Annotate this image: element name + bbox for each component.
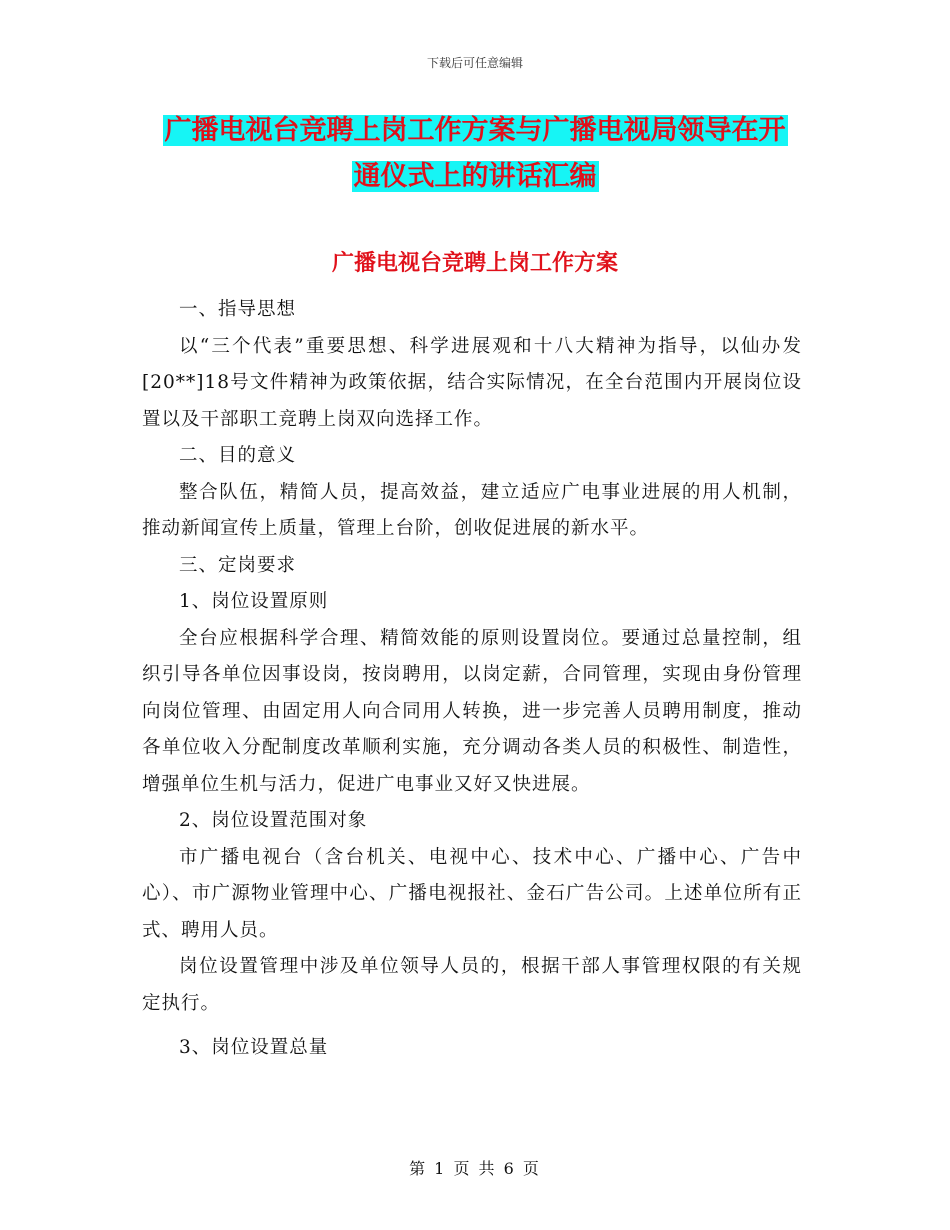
paragraph: 岗位设置管理中涉及单位领导人员的，根据干部人事管理权限的有关规定执行。 — [142, 956, 802, 1014]
subheading-post-principle: 1、岗位设置原则 — [179, 591, 329, 612]
header-note: 下载后可任意编辑 — [426, 56, 523, 70]
subheading-post-scope: 2、岗位设置范围对象 — [179, 810, 368, 831]
document-body — [142, 292, 802, 1067]
paragraph: 以“三个代表”重要思想、科学进展观和十八大精神为指导，以仙办发[20**]18号文件精神为政策依据，结合实际情况，在全台范围内开展岗位设置以及干部职工竞聘上岗双向选择工作。 — [142, 335, 802, 430]
section-title: 广播电视台竞聘上岗工作方案 — [331, 251, 618, 276]
page-footer: 第 1 页 共 6 页 — [409, 1159, 541, 1178]
heading-guiding-thought: 一、指导思想 — [179, 299, 297, 320]
main-title — [140, 108, 810, 200]
main-title-line-2: 通仪式上的讲话汇编 — [353, 161, 597, 192]
paragraph: 市广播电视台（含台机关、电视中心、技术中心、广播中心、广告中心）、市广源物业管理中心、广播电视报社、金石广告公司。上述单位所有正式、聘用人员。 — [142, 846, 802, 941]
subheading-post-total: 3、岗位设置总量 — [179, 1037, 329, 1058]
main-title-line-1: 广播电视台竞聘上岗工作方案与广播电视局领导在开 — [164, 115, 786, 146]
heading-purpose: 二、目的意义 — [179, 445, 297, 466]
paragraph: 整合队伍，精简人员，提高效益，建立适应广电事业进展的用人机制，推动新闻宣传上质量，管理上台阶，创收促进展的新水平。 — [142, 481, 802, 539]
paragraph: 全台应根据科学合理、精简效能的原则设置岗位。要通过总量控制，组织引导各单位因事设岗，按岗聘用，以岗定薪，合同管理，实现由身份管理向岗位管理、由固定用人向合同用人转换，进一步完善人员聘用制度，推动各单位收入分配制度改革顺利实施，充分调动各类人员的积极性、制造性，增强单位生机与活力，促进广电事业又好又快进展。 — [142, 627, 802, 795]
heading-post-requirements: 三、定岗要求 — [179, 554, 297, 576]
